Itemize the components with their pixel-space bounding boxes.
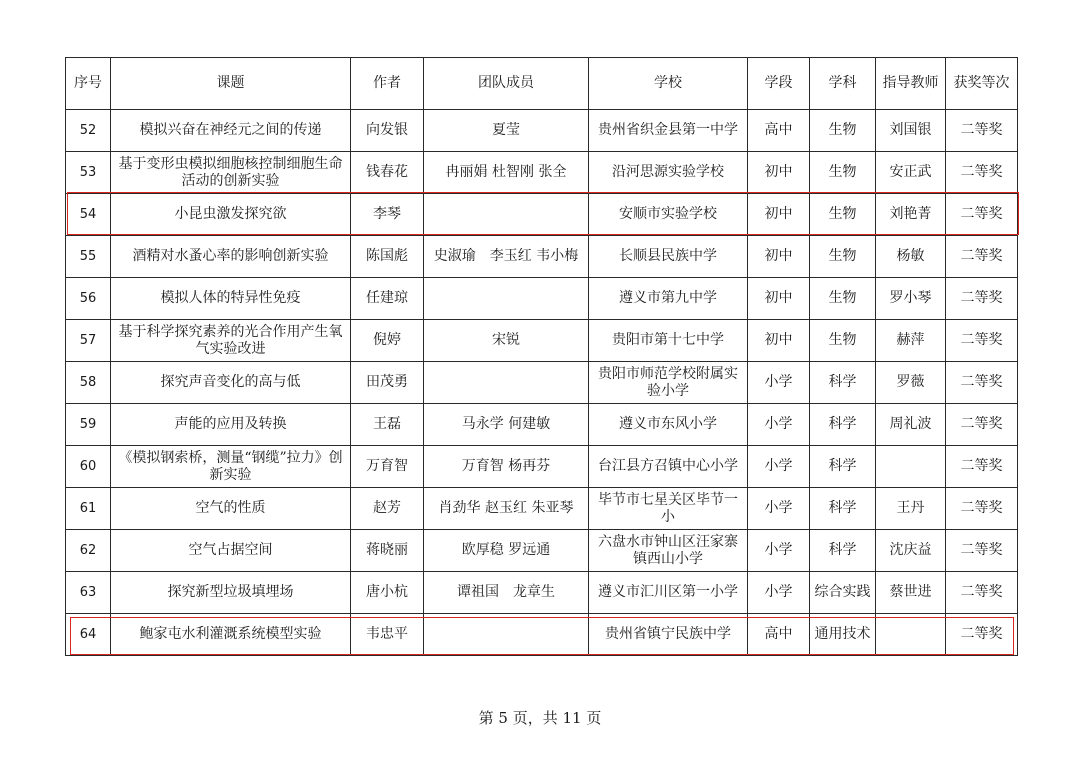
cell-subject: 科学	[810, 488, 876, 530]
cell-no: 62	[66, 530, 111, 572]
table-row	[66, 488, 1018, 530]
cell-subject: 科学	[810, 446, 876, 488]
cell-award: 二等奖	[946, 194, 1018, 236]
cell-team	[424, 278, 589, 320]
cell-title: 模拟兴奋在神经元之间的传递	[111, 110, 351, 152]
cell-subject: 科学	[810, 362, 876, 404]
cell-team: 万育智 杨再芬	[424, 446, 589, 488]
cell-title: 声能的应用及转换	[111, 404, 351, 446]
table-header-row	[66, 58, 1018, 110]
cell-award: 二等奖	[946, 404, 1018, 446]
table-row	[66, 152, 1018, 194]
cell-award: 二等奖	[946, 152, 1018, 194]
cell-author: 万育智	[351, 446, 424, 488]
cell-author: 田茂勇	[351, 362, 424, 404]
cell-school: 遵义市东风小学	[589, 404, 748, 446]
cell-level: 小学	[748, 404, 810, 446]
cell-award: 二等奖	[946, 278, 1018, 320]
cell-author: 韦忠平	[351, 614, 424, 656]
cell-award: 二等奖	[946, 236, 1018, 278]
header-award: 获奖等次	[946, 58, 1018, 110]
cell-teacher: 蔡世进	[876, 572, 946, 614]
cell-teacher	[876, 614, 946, 656]
cell-title: 探究声音变化的高与低	[111, 362, 351, 404]
table-row	[66, 446, 1018, 488]
cell-award: 二等奖	[946, 530, 1018, 572]
cell-title: 鲍家屯水利灌溉系统模型实验	[111, 614, 351, 656]
cell-no: 58	[66, 362, 111, 404]
table-row	[66, 194, 1018, 236]
cell-author: 任建琼	[351, 278, 424, 320]
header-subject: 学科	[810, 58, 876, 110]
cell-award: 二等奖	[946, 446, 1018, 488]
cell-subject: 综合实践	[810, 572, 876, 614]
cell-author: 向发银	[351, 110, 424, 152]
cell-no: 54	[66, 194, 111, 236]
cell-no: 63	[66, 572, 111, 614]
cell-teacher: 王丹	[876, 488, 946, 530]
cell-team	[424, 614, 589, 656]
cell-no: 53	[66, 152, 111, 194]
page-footer: 第 5 页，共 11 页	[478, 709, 602, 727]
header-author: 作者	[351, 58, 424, 110]
table-row	[66, 572, 1018, 614]
table-row	[66, 236, 1018, 278]
cell-teacher	[876, 446, 946, 488]
cell-author: 蒋晓丽	[351, 530, 424, 572]
cell-author: 王磊	[351, 404, 424, 446]
cell-level: 小学	[748, 362, 810, 404]
cell-subject: 生物	[810, 236, 876, 278]
cell-school: 贵阳市第十七中学	[589, 320, 748, 362]
cell-no: 61	[66, 488, 111, 530]
cell-level: 高中	[748, 110, 810, 152]
cell-team: 欧厚稳 罗远通	[424, 530, 589, 572]
header-school: 学校	[589, 58, 748, 110]
cell-title: 空气的性质	[111, 488, 351, 530]
cell-subject: 通用技术	[810, 614, 876, 656]
cell-level: 初中	[748, 194, 810, 236]
cell-title: 模拟人体的特异性免疫	[111, 278, 351, 320]
cell-school: 遵义市汇川区第一小学	[589, 572, 748, 614]
cell-school: 长顺县民族中学	[589, 236, 748, 278]
cell-award: 二等奖	[946, 320, 1018, 362]
header-teacher: 指导教师	[876, 58, 946, 110]
cell-author: 赵芳	[351, 488, 424, 530]
cell-teacher: 罗薇	[876, 362, 946, 404]
cell-author: 陈国彪	[351, 236, 424, 278]
cell-level: 初中	[748, 278, 810, 320]
cell-title: 基于变形虫模拟细胞核控制细胞生命活动的创新实验	[111, 152, 351, 194]
cell-title: 探究新型垃圾填埋场	[111, 572, 351, 614]
cell-no: 52	[66, 110, 111, 152]
cell-team: 史淑瑜 李玉红 韦小梅	[424, 236, 589, 278]
cell-title: 酒精对水蚤心率的影响创新实验	[111, 236, 351, 278]
cell-award: 二等奖	[946, 110, 1018, 152]
cell-school: 安顺市实验学校	[589, 194, 748, 236]
cell-teacher: 周礼波	[876, 404, 946, 446]
cell-award: 二等奖	[946, 488, 1018, 530]
header-team: 团队成员	[424, 58, 589, 110]
cell-team: 冉丽娟 杜智刚 张全	[424, 152, 589, 194]
cell-team: 夏莹	[424, 110, 589, 152]
cell-team: 宋锐	[424, 320, 589, 362]
award-table	[65, 57, 1018, 656]
cell-title: 《模拟钢索桥，测量“钢缆”拉力》创新实验	[111, 446, 351, 488]
cell-level: 小学	[748, 488, 810, 530]
header-level: 学段	[748, 58, 810, 110]
cell-school: 遵义市第九中学	[589, 278, 748, 320]
header-no: 序号	[66, 58, 111, 110]
cell-school: 贵州省镇宁民族中学	[589, 614, 748, 656]
table-row	[66, 110, 1018, 152]
cell-no: 57	[66, 320, 111, 362]
cell-title: 小昆虫激发探究欲	[111, 194, 351, 236]
cell-level: 小学	[748, 530, 810, 572]
cell-subject: 生物	[810, 320, 876, 362]
cell-school: 毕节市七星关区毕节一小	[589, 488, 748, 530]
table-row	[66, 278, 1018, 320]
table-row	[66, 530, 1018, 572]
cell-award: 二等奖	[946, 614, 1018, 656]
cell-team: 肖劲华 赵玉红 朱亚琴	[424, 488, 589, 530]
cell-title: 空气占据空间	[111, 530, 351, 572]
table-row	[66, 404, 1018, 446]
cell-award: 二等奖	[946, 572, 1018, 614]
cell-author: 李琴	[351, 194, 424, 236]
table-row	[66, 362, 1018, 404]
cell-teacher: 罗小琴	[876, 278, 946, 320]
cell-subject: 生物	[810, 278, 876, 320]
cell-subject: 生物	[810, 110, 876, 152]
cell-subject: 科学	[810, 530, 876, 572]
cell-level: 初中	[748, 236, 810, 278]
cell-no: 56	[66, 278, 111, 320]
cell-school: 贵州省织金县第一中学	[589, 110, 748, 152]
cell-school: 沿河思源实验学校	[589, 152, 748, 194]
cell-no: 59	[66, 404, 111, 446]
cell-author: 钱春花	[351, 152, 424, 194]
cell-teacher: 沈庆益	[876, 530, 946, 572]
cell-teacher: 刘国银	[876, 110, 946, 152]
cell-team: 马永学 何建敏	[424, 404, 589, 446]
header-title: 课题	[111, 58, 351, 110]
cell-no: 55	[66, 236, 111, 278]
cell-school: 台江县方召镇中心小学	[589, 446, 748, 488]
table-row	[66, 614, 1018, 656]
cell-level: 初中	[748, 320, 810, 362]
table-row	[66, 320, 1018, 362]
cell-no: 60	[66, 446, 111, 488]
cell-author: 唐小杭	[351, 572, 424, 614]
cell-team: 谭祖国 龙章生	[424, 572, 589, 614]
cell-teacher: 刘艳菁	[876, 194, 946, 236]
cell-team	[424, 362, 589, 404]
cell-level: 高中	[748, 614, 810, 656]
cell-team	[424, 194, 589, 236]
cell-no: 64	[66, 614, 111, 656]
cell-subject: 生物	[810, 194, 876, 236]
cell-level: 初中	[748, 152, 810, 194]
cell-level: 小学	[748, 572, 810, 614]
cell-teacher: 赫萍	[876, 320, 946, 362]
cell-school: 贵阳市师范学校附属实验小学	[589, 362, 748, 404]
cell-teacher: 安正武	[876, 152, 946, 194]
cell-subject: 科学	[810, 404, 876, 446]
cell-school: 六盘水市钟山区汪家寨镇西山小学	[589, 530, 748, 572]
cell-subject: 生物	[810, 152, 876, 194]
cell-level: 小学	[748, 446, 810, 488]
cell-award: 二等奖	[946, 362, 1018, 404]
cell-author: 倪婷	[351, 320, 424, 362]
cell-title: 基于科学探究素养的光合作用产生氧气实验改进	[111, 320, 351, 362]
cell-teacher: 杨敏	[876, 236, 946, 278]
